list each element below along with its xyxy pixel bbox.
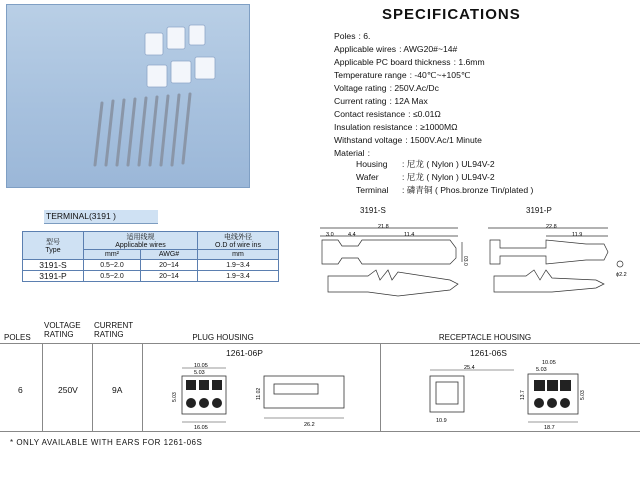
product-photo xyxy=(6,4,250,188)
receptacle-header: RECEPTACLE HOUSING xyxy=(438,333,532,342)
dim-p-d1: 11.9 xyxy=(572,232,583,238)
table-row xyxy=(23,271,279,282)
wires-en: Applicable wires xyxy=(115,242,166,249)
spec-title: SPECIFICATIONS xyxy=(382,6,521,23)
row-type: 3191-S xyxy=(23,260,84,271)
spec-label: Voltage rating xyxy=(334,83,387,93)
spec-label: Withstand voltage xyxy=(334,135,403,145)
material-value: : 尼龙 ( Nylon ) UL94V-2 xyxy=(402,172,495,182)
terminal-p-drawing xyxy=(486,222,636,322)
recept-dim-l: 25.4 xyxy=(464,365,475,371)
spec-label: Poles xyxy=(334,31,356,41)
plug-dim-h: 5.03 xyxy=(172,392,178,402)
spec-label: Applicable PC board thickness xyxy=(334,57,451,67)
spec-value: : ≥1000MΩ xyxy=(415,122,458,132)
row-mm2: 0.5~2.0 xyxy=(84,271,141,282)
terminal-title: TERMINAL(3191 ) xyxy=(44,210,158,224)
drawing-p-label: 3191-P xyxy=(526,206,552,215)
plug-housing-drawing xyxy=(168,360,388,430)
spec-row xyxy=(334,109,441,119)
spec-value: : -40℃~+105℃ xyxy=(409,70,471,80)
current-value: 9A xyxy=(112,385,123,395)
poles-header: POLES xyxy=(4,333,31,342)
table-top-rule xyxy=(0,343,640,344)
plug-dim-p: 5.03 xyxy=(194,370,205,376)
material-row xyxy=(356,158,495,170)
spec-label: Contact resistance xyxy=(334,109,406,119)
row-od: 1.9~3.4 xyxy=(198,271,279,282)
dim-s-total: 21.8 xyxy=(378,224,389,230)
spec-value: : 1.6mm xyxy=(453,57,485,67)
plug-dim-l: 26.2 xyxy=(304,422,315,428)
material-label: Terminal xyxy=(356,185,389,195)
row-mm2: 0.5~2.0 xyxy=(84,260,141,271)
od-cn: 电线外径 xyxy=(224,234,252,241)
terminal-s-drawing xyxy=(318,222,468,322)
col-divider xyxy=(92,343,93,431)
receptacle-part-number: 1261-06S xyxy=(470,348,507,358)
terminal-table xyxy=(22,231,279,282)
spec-row xyxy=(334,83,439,93)
row-awg: 20~14 xyxy=(141,271,198,282)
spec-row xyxy=(334,122,458,132)
dim-s-d2: 4.4 xyxy=(348,232,356,238)
voltage-header: VOLTAGE RATING xyxy=(44,321,81,339)
spec-row xyxy=(334,96,428,106)
col-type-header xyxy=(23,232,84,260)
poles-value: 6 xyxy=(18,385,23,395)
product-photo-illustration xyxy=(7,5,249,187)
spec-label: Material xyxy=(334,148,365,158)
spec-value: : 250V.Ac/Dc xyxy=(389,83,439,93)
dim-s-d1: 3.0 xyxy=(326,232,334,238)
table-row xyxy=(23,260,279,271)
col-divider xyxy=(42,343,43,431)
recept-dim-hh: 13.7 xyxy=(520,390,526,400)
col-mm2: mm² xyxy=(84,250,141,260)
spec-row xyxy=(334,31,370,41)
dim-p-total: 22.8 xyxy=(546,224,557,230)
spec-label: Temperature range xyxy=(334,70,407,80)
spec-value: : ≤0.01Ω xyxy=(408,109,441,119)
spec-value: : 12A Max xyxy=(389,96,428,106)
col-od-header xyxy=(198,232,279,250)
material-value: : 磷青铜 ( Phos.bronze Tin/plated ) xyxy=(402,185,534,195)
recept-dim-h: 5.03 xyxy=(580,390,586,400)
spec-row xyxy=(334,70,471,81)
material-label: Housing xyxy=(356,159,388,169)
spec-value: : 1500V.Ac/1 Minute xyxy=(405,135,482,145)
spec-value: : AWG20#~14# xyxy=(399,44,458,54)
spec-row xyxy=(334,57,485,67)
material-label: Wafer xyxy=(356,172,379,182)
drawing-s-label: 3191-S xyxy=(360,206,386,215)
spec-row xyxy=(334,44,457,54)
dim-p-dia: ϕ2.2 xyxy=(616,272,627,278)
recept-dim-p: 5.03 xyxy=(536,367,547,373)
row-type: 3191-P xyxy=(23,271,84,282)
col-awg: AWG# xyxy=(141,250,198,260)
receptacle-housing-drawing xyxy=(424,360,624,430)
type-cn: 型号 xyxy=(46,239,60,246)
current-header: CURRENT RATING xyxy=(94,321,133,339)
plug-dim-w: 10.05 xyxy=(194,363,208,369)
type-en: Type xyxy=(45,247,61,254)
table-bottom-rule xyxy=(0,431,640,432)
plug-dim-tw: 16.05 xyxy=(194,425,208,431)
plug-part-number: 1261-06P xyxy=(226,348,263,358)
row-od: 1.9~3.4 xyxy=(198,260,279,271)
spec-label: Applicable wires xyxy=(334,44,397,54)
spec-label: Insulation resistance xyxy=(334,122,413,132)
recept-dim-w: 10.05 xyxy=(542,360,556,366)
wires-cn: 适用线规 xyxy=(126,234,155,241)
col-divider xyxy=(142,343,143,431)
spec-label: Current rating xyxy=(334,96,387,106)
voltage-value: 250V xyxy=(58,385,78,395)
od-en: O.D of wire ins xyxy=(215,242,261,249)
material-value: : 尼龙 ( Nylon ) UL94V-2 xyxy=(402,159,495,169)
dim-s-h: 03.0 xyxy=(462,256,468,266)
plug-dim-hh: 11.02 xyxy=(256,387,262,400)
spec-row xyxy=(334,148,370,158)
spec-row xyxy=(334,135,482,145)
spec-value: : 6. xyxy=(358,31,371,41)
col-wires-header xyxy=(84,232,198,250)
row-awg: 20~14 xyxy=(141,260,198,271)
material-row xyxy=(356,171,495,183)
col-mm: mm xyxy=(198,250,279,260)
material-row xyxy=(356,184,533,196)
spec-value: : xyxy=(367,148,370,158)
recept-dim-bw: 18.7 xyxy=(544,425,555,431)
dim-s-d3: 11.4 xyxy=(404,232,415,238)
recept-dim-sw: 10.9 xyxy=(436,418,447,424)
plug-header: PLUG HOUSING xyxy=(192,333,254,342)
footnote: * ONLY AVAILABLE WITH EARS FOR 1261-06S xyxy=(10,438,203,447)
